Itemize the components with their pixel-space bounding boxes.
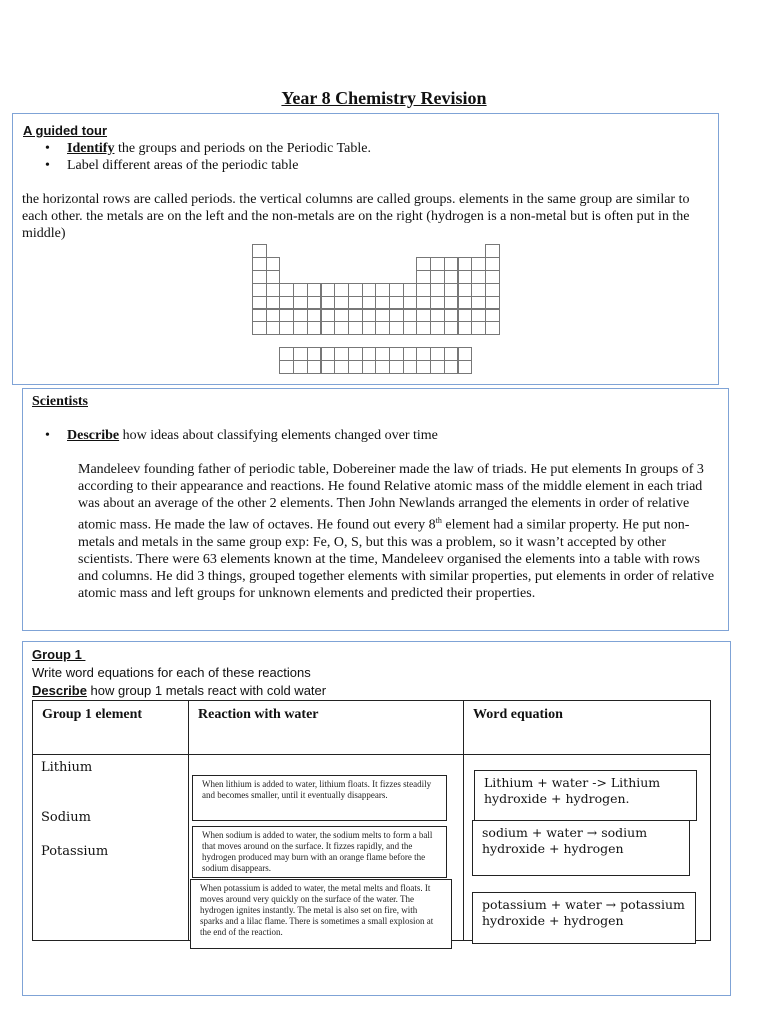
periodic-table-cell: [471, 321, 486, 335]
periodic-table-cell: [458, 321, 473, 335]
keyword-describe-group1: Describe: [32, 683, 87, 698]
periodic-table-cell: [444, 296, 459, 310]
group1-section: [22, 641, 731, 996]
periodic-table-cell: [279, 283, 294, 297]
bullet-label-areas: • Label different areas of the periodic table: [21, 157, 701, 174]
periodic-table-cell: [252, 309, 267, 323]
equation-textbox-lithium[interactable]: Lithium + water -> Lithium hydroxide + hydrogen.: [474, 770, 697, 821]
periodic-table-cell: [444, 270, 459, 284]
periodic-table-cell: [403, 283, 418, 297]
periodic-table-cell: [307, 296, 322, 310]
periodic-table-cell: [307, 309, 322, 323]
periods-groups-paragraph: the horizontal rows are called periods. the vertical columns are called groups. elements in the same group are similar to each other. the metals are on the left and the non-metals are on the right (hydrogen is a non-metal but is often put in the middle): [22, 192, 690, 241]
periodic-table-cell: [430, 283, 445, 297]
periodic-table-cell: [293, 283, 308, 297]
periodic-table-cell: [293, 296, 308, 310]
periodic-table-cell: [430, 347, 445, 361]
periodic-table-cell: [458, 270, 473, 284]
periodic-table-cell: [293, 347, 308, 361]
element-lithium: Lithium: [41, 760, 93, 775]
periodic-table-cell: [321, 296, 336, 310]
periodic-table-cell: [471, 309, 486, 323]
periodic-table-cell: [375, 309, 390, 323]
periodic-table-cell: [334, 309, 349, 323]
periodic-table-cell: [334, 347, 349, 361]
periodic-table-cell: [403, 360, 418, 374]
periodic-table-cell: [266, 270, 281, 284]
periodic-table-cell: [389, 321, 404, 335]
periodic-table-cell: [334, 283, 349, 297]
scientists-bullets: [21, 427, 711, 444]
periodic-table-cell: [348, 321, 363, 335]
equation-textbox-sodium[interactable]: sodium + water → sodium hydroxide + hydrogen: [472, 820, 690, 876]
element-sodium: Sodium: [41, 810, 91, 825]
group1-instruction: Write word equations for each of these reactions: [32, 665, 311, 680]
bullet-identify: • Identify the groups and periods on the Periodic Table.: [21, 140, 701, 157]
periodic-table-cell: [362, 309, 377, 323]
periodic-table-cell: [279, 360, 294, 374]
periodic-table-cell: [485, 244, 500, 258]
guided-tour-bullets: [21, 140, 701, 174]
periodic-table-cell: [389, 360, 404, 374]
periodic-table-cell: [485, 270, 500, 284]
periodic-table-cell: [321, 360, 336, 374]
bullet-describe-classification: • Describe how ideas about classifying elements changed over time: [21, 427, 711, 444]
group1-heading: Group 1: [32, 647, 86, 662]
periodic-table-cell: [334, 321, 349, 335]
keyword-describe: Describe: [67, 428, 120, 443]
periodic-table-cell: [252, 257, 267, 271]
periodic-table-cell: [307, 360, 322, 374]
group1-describe: Describe how group 1 metals react with cold water: [32, 683, 327, 698]
periodic-table-cell: [375, 360, 390, 374]
periodic-table-cell: [485, 309, 500, 323]
periodic-table-cell: [403, 309, 418, 323]
periodic-table-cell: [252, 283, 267, 297]
periodic-table-cell: [321, 321, 336, 335]
periodic-table-cell: [416, 257, 431, 271]
periodic-table-cell: [430, 321, 445, 335]
element-potassium: Potassium: [41, 844, 109, 859]
periodic-table-cell: [471, 283, 486, 297]
periodic-table-cell: [430, 270, 445, 284]
reaction-textbox-sodium[interactable]: When sodium is added to water, the sodium melts to form a ball that moves around on the surface. It fizzes rapidly, and the hydrogen produced may burn with an orange flame before the sodium disappears.: [192, 826, 447, 878]
periodic-table-cell: [293, 360, 308, 374]
periodic-table-cell: [403, 347, 418, 361]
periodic-table-cell: [430, 360, 445, 374]
guided-tour-section: [12, 113, 719, 385]
periodic-table-cell: [307, 283, 322, 297]
periodic-table-cell: [389, 309, 404, 323]
periodic-table-cell: [321, 283, 336, 297]
periodic-table-cell: [458, 283, 473, 297]
page-title: Year 8 Chemistry Revision: [281, 88, 487, 108]
periodic-table-cell: [375, 321, 390, 335]
table-header-row: [33, 701, 711, 755]
periodic-table-cell: [485, 321, 500, 335]
periodic-table-cell: [266, 309, 281, 323]
periodic-table-cell: [293, 309, 308, 323]
reaction-textbox-lithium[interactable]: When lithium is added to water, lithium floats. It fizzes steadily and becomes smaller, until it eventually disappears.: [192, 775, 447, 821]
periodic-table-cell: [485, 283, 500, 297]
periodic-table-cell: [348, 283, 363, 297]
periodic-table-cell: [444, 321, 459, 335]
periodic-table-cell: [403, 321, 418, 335]
periodic-table-cell: [348, 309, 363, 323]
scientists-section: [22, 388, 729, 631]
periodic-table-cell: [279, 296, 294, 310]
periodic-table-cell: [485, 257, 500, 271]
periodic-table-cell: [430, 309, 445, 323]
periodic-table-cell: [362, 347, 377, 361]
equation-textbox-potassium[interactable]: potassium + water → potassium hydroxide + hydrogen: [472, 892, 696, 944]
periodic-table-cell: [485, 296, 500, 310]
periodic-table-cell: [458, 309, 473, 323]
periodic-table-cell: [471, 270, 486, 284]
periodic-table-cell: [252, 244, 267, 258]
periodic-table-cell: [334, 360, 349, 374]
periodic-table-cell: [389, 296, 404, 310]
periodic-table-cell: [444, 257, 459, 271]
periodic-table-cell: [375, 296, 390, 310]
guided-tour-heading: A guided tour: [23, 123, 108, 138]
periodic-table-cell: [266, 321, 281, 335]
periodic-table-cell: [307, 347, 322, 361]
periodic-table-cell: [416, 309, 431, 323]
periodic-table-cell: [458, 360, 473, 374]
periodic-table-cell: [348, 296, 363, 310]
periodic-table-cell: [321, 309, 336, 323]
periodic-table-cell: [444, 347, 459, 361]
periodic-table-cell: [321, 347, 336, 361]
periodic-table-cell: [279, 309, 294, 323]
periodic-table-cell: [307, 321, 322, 335]
periodic-table-cell: [458, 347, 473, 361]
blank-periodic-table-diagram: [252, 244, 512, 379]
periodic-table-cell: [471, 257, 486, 271]
scientists-paragraph: Mandeleev founding father of periodic table, Dobereiner made the law of triads. He put elements In groups of 3 according to their appearance and reactions. He found Relative atomic mass of the middle element in each triad was about an average of the other 2 elements. Then John Newlands arranged the elements in order of relative atomic mass. He made the law of octaves. He found out every 8th element had a similar property. He put non-metals and metals in the same group exp: Fe, O, S, but this was a problem, so it wasn’t accepted by other scientists. There were 63 elements known at the time, Mandeleev organised the elements into a table with rows and columns. He did 3 things, grouped together elements with similar properties, put elements in order of relative atomic mass and left groups for unknown elements and predicted their properties.: [78, 462, 715, 601]
periodic-table-cell: [334, 296, 349, 310]
periodic-table-cell: [403, 296, 418, 310]
periodic-table-cell: [362, 296, 377, 310]
periodic-table-cell: [416, 347, 431, 361]
header-reaction-with-water: Reaction with water: [189, 701, 464, 755]
periodic-table-cell: [444, 283, 459, 297]
periodic-table-cell: [416, 270, 431, 284]
scientists-heading: Scientists: [32, 394, 88, 409]
periodic-table-cell: [252, 321, 267, 335]
periodic-table-cell: [279, 347, 294, 361]
periodic-table-cell: [362, 321, 377, 335]
periodic-table-cell: [416, 321, 431, 335]
periodic-table-cell: [362, 360, 377, 374]
periodic-table-cell: [444, 360, 459, 374]
periodic-table-cell: [458, 257, 473, 271]
periodic-table-cell: [375, 347, 390, 361]
periodic-table-cell: [266, 283, 281, 297]
periodic-table-cell: [293, 321, 308, 335]
periodic-table-cell: [416, 283, 431, 297]
periodic-table-cell: [266, 296, 281, 310]
periodic-table-cell: [375, 283, 390, 297]
periodic-table-cell: [471, 296, 486, 310]
periodic-table-cell: [279, 321, 294, 335]
periodic-table-cell: [362, 283, 377, 297]
periodic-table-cell: [348, 347, 363, 361]
periodic-table-cell: [348, 360, 363, 374]
periodic-table-cell: [266, 257, 281, 271]
periodic-table-cell: [252, 296, 267, 310]
keyword-identify: Identify: [67, 141, 115, 156]
periodic-table-cell: [444, 309, 459, 323]
header-word-equation: Word equation: [464, 701, 711, 755]
periodic-table-cell: [430, 257, 445, 271]
periodic-table-cell: [252, 270, 267, 284]
periodic-table-cell: [416, 360, 431, 374]
periodic-table-cell: [458, 296, 473, 310]
periodic-table-cell: [389, 283, 404, 297]
periodic-table-cell: [430, 296, 445, 310]
periodic-table-cell: [416, 296, 431, 310]
header-group1-element: Group 1 element: [33, 701, 189, 755]
reaction-textbox-potassium[interactable]: When potassium is added to water, the metal melts and floats. It moves around very quickly on the surface of the water. The hydrogen ignites instantly. The metal is also set on fire, with sparks and a lilac flame. There is sometimes a small explosion at the end of the reaction.: [190, 879, 452, 949]
periodic-table-cell: [389, 347, 404, 361]
